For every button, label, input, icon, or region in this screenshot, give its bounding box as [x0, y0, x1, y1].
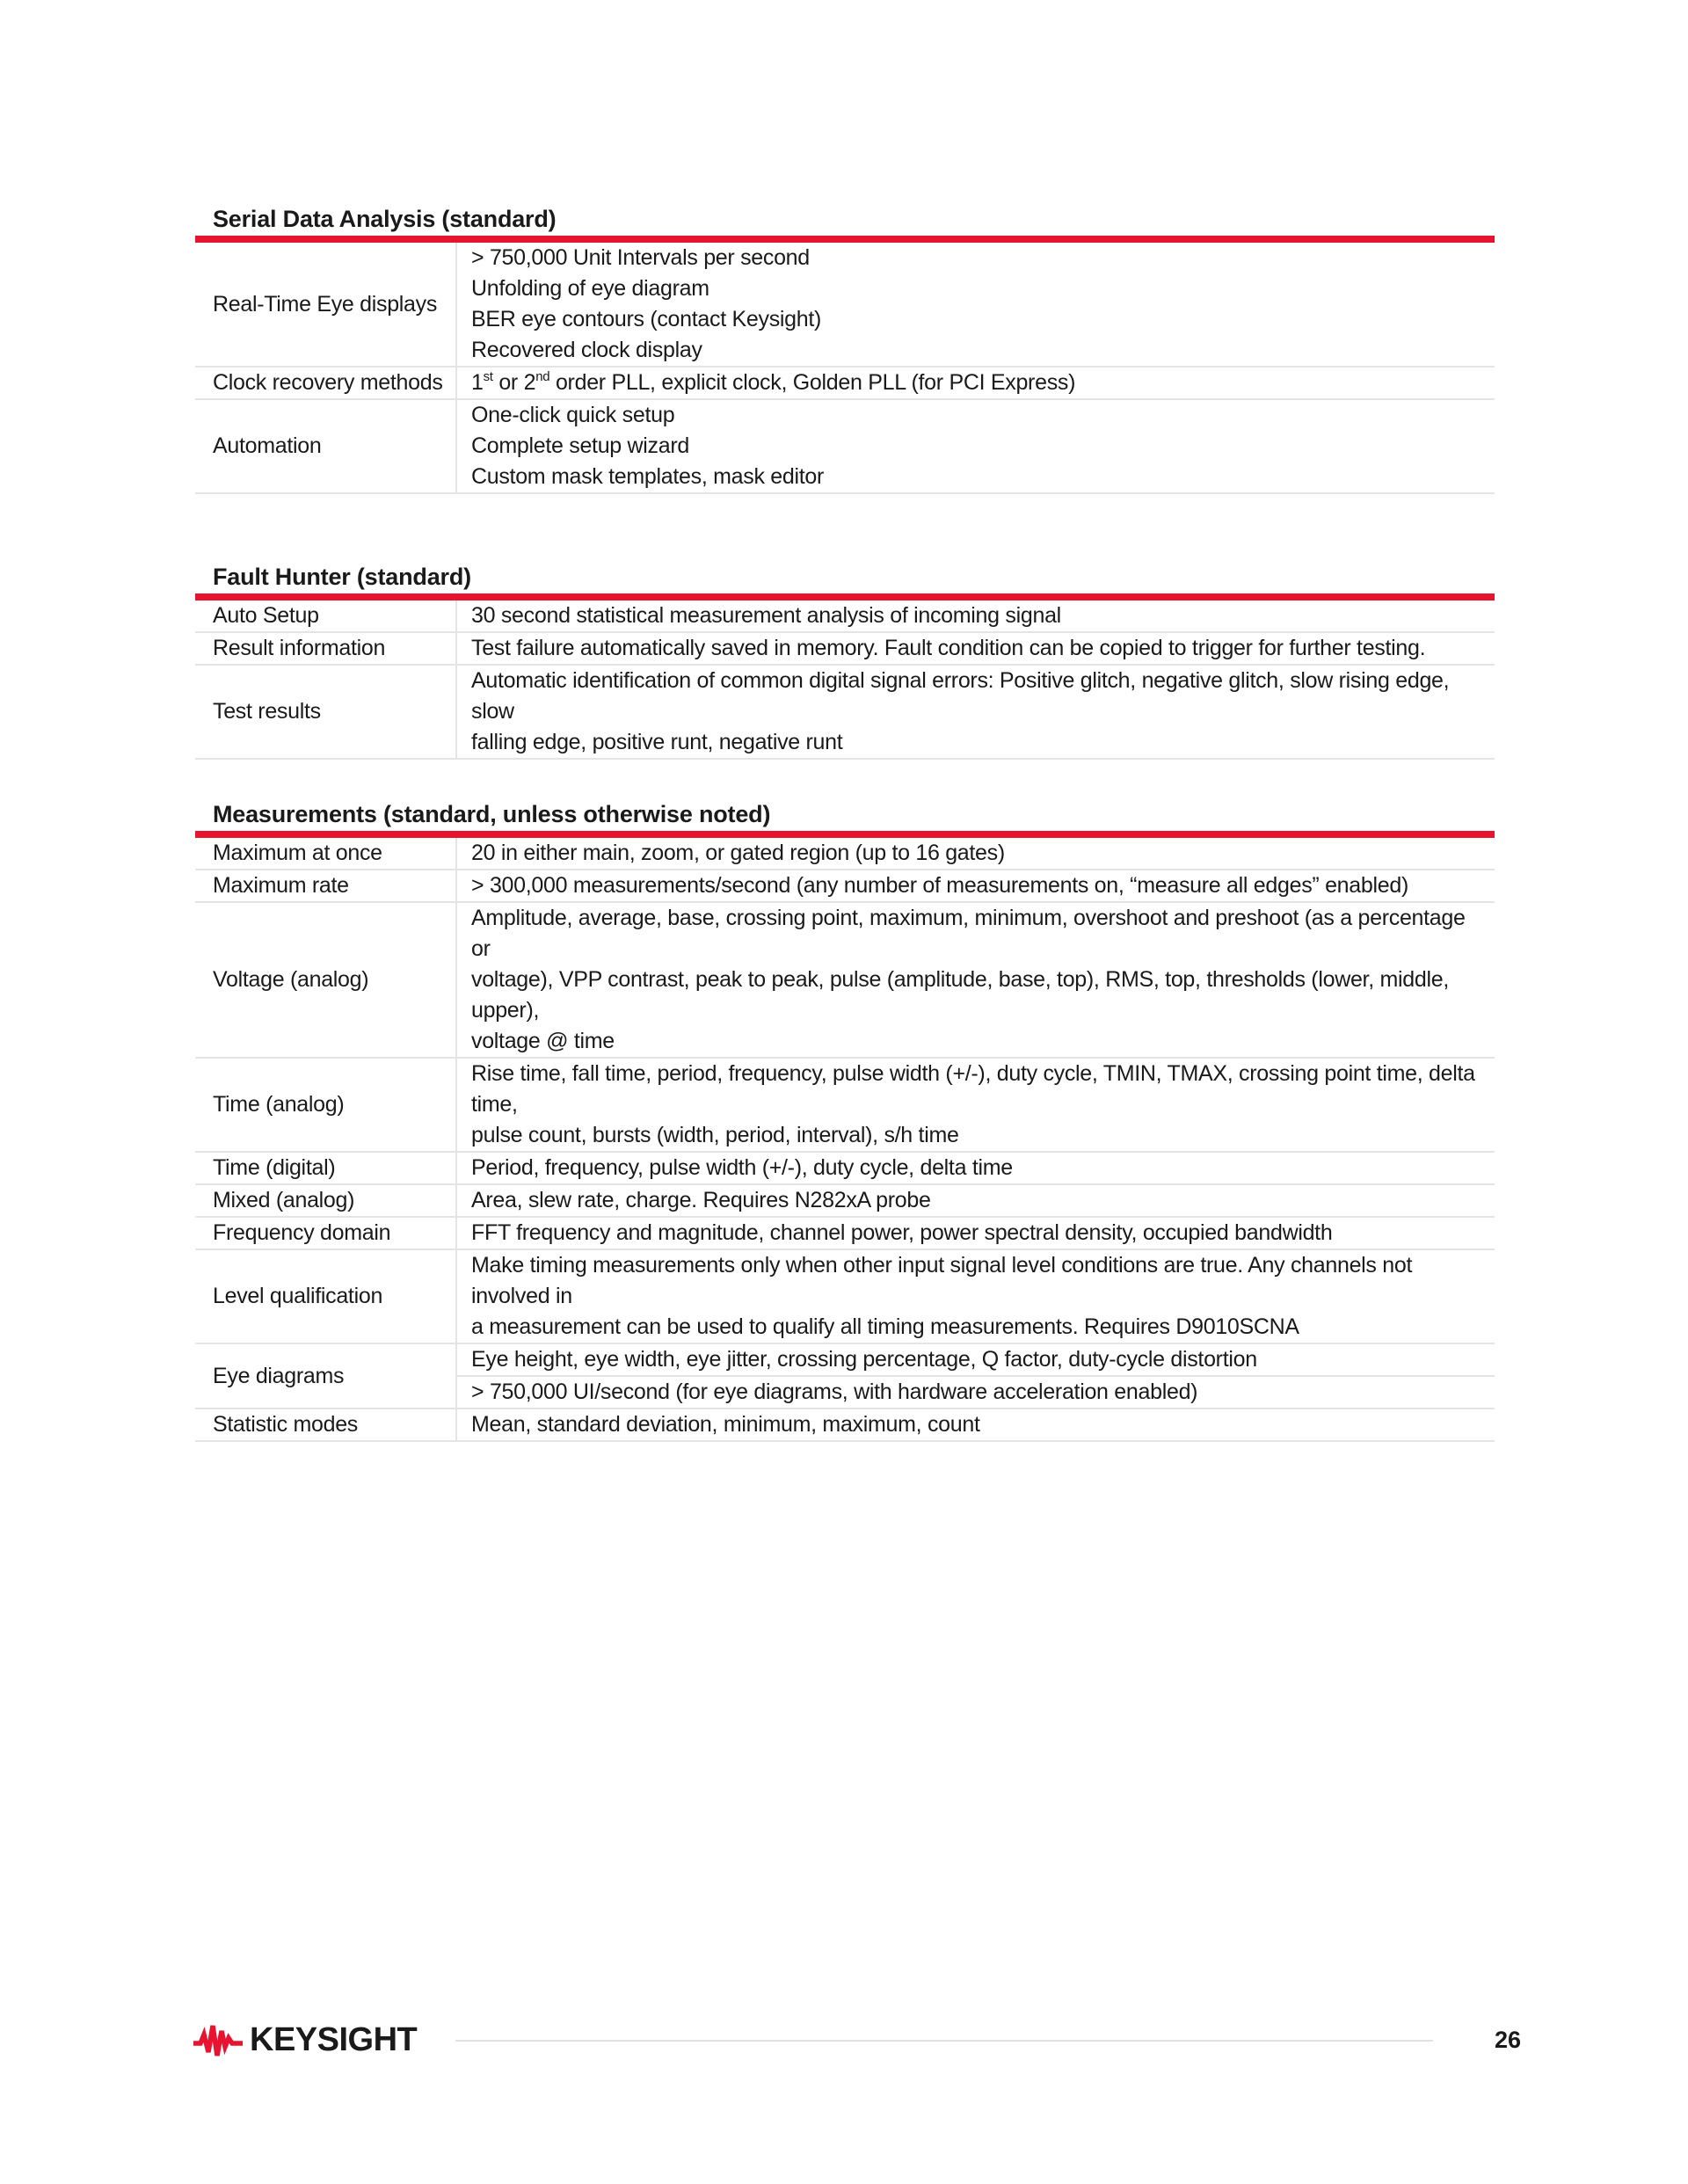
spec-table [195, 838, 1495, 1442]
row-value [456, 665, 1495, 759]
row-label: Eye diagrams [195, 1343, 456, 1409]
value-line: Period, frequency, pulse width (+/-), duty cycle, delta time [471, 1155, 1013, 1180]
table-row [195, 632, 1495, 665]
value-text: order PLL, explicit clock, Golden PLL (for PCI Express) [549, 370, 1076, 395]
value-line: One-click quick setup [471, 403, 675, 427]
row-value [456, 601, 1495, 632]
row-label: Automation [195, 399, 456, 493]
table-row [195, 1152, 1495, 1184]
row-value [456, 1217, 1495, 1249]
value-line: > 750,000 UI/second (for eye diagrams, with hardware acceleration enabled) [471, 1380, 1198, 1404]
value-line: FFT frequency and magnitude, channel power, power spectral density, occupied bandwidth [471, 1220, 1333, 1245]
row-label: Statistic modes [195, 1409, 456, 1441]
row-value [456, 870, 1495, 902]
table-row [195, 399, 1495, 493]
section-measurements [195, 799, 1495, 1442]
value-line: Test failure automatically saved in memory. Fault condition can be copied to trigger for further testing. [471, 636, 1426, 660]
value-line: > 750,000 Unit Intervals per second [471, 245, 810, 270]
row-label: Real-Time Eye displays [195, 243, 456, 367]
row-label: Maximum rate [195, 870, 456, 902]
table-row [195, 665, 1495, 759]
row-label: Maximum at once [195, 838, 456, 870]
table-row [195, 870, 1495, 902]
row-value [456, 243, 1495, 367]
value-line: voltage), VPP contrast, peak to peak, pulse (amplitude, base, top), RMS, top, thresholds (lower, middle, upper), [471, 967, 1449, 1023]
row-label: Result information [195, 632, 456, 665]
row-label: Clock recovery methods [195, 367, 456, 399]
table-row [195, 1184, 1495, 1217]
value-line: pulse count, bursts (width, period, interval), s/h time [471, 1123, 959, 1147]
value-line: > 300,000 measurements/second (any number of measurements on, “measure all edges” enabled) [471, 873, 1408, 898]
row-label: Mixed (analog) [195, 1184, 456, 1217]
row-value [456, 367, 1495, 399]
table-row [195, 902, 1495, 1058]
value-line: Complete setup wizard [471, 433, 689, 458]
value-line: Recovered clock display [471, 338, 702, 362]
table-row [195, 367, 1495, 399]
value-text: 1 [471, 370, 484, 395]
section-title: Measurements (standard, unless otherwise noted) [213, 801, 771, 827]
value-line: Unfolding of eye diagram [471, 276, 709, 301]
section-serial-data-analysis [195, 204, 1495, 494]
logo-wordmark: KEYSIGHT [250, 2020, 418, 2058]
row-value [456, 902, 1495, 1058]
keysight-waveform-icon [192, 2019, 246, 2061]
section-divider [195, 831, 1495, 838]
row-label: Voltage (analog) [195, 902, 456, 1058]
row-label: Auto Setup [195, 601, 456, 632]
page-number: 26 [1494, 2027, 1521, 2053]
ordinal-suffix: st [483, 369, 493, 384]
row-value [456, 1376, 1495, 1409]
value-line: 20 in either main, zoom, or gated region (up to 16 gates) [471, 841, 1005, 865]
row-label: Time (analog) [195, 1058, 456, 1152]
value-line: Automatic identification of common digital signal errors: Positive glitch, negative glitch, slow rising edge, slow [471, 668, 1450, 724]
spec-table [195, 601, 1495, 760]
row-label: Test results [195, 665, 456, 759]
row-label: Level qualification [195, 1249, 456, 1343]
table-row [195, 243, 1495, 367]
row-value [456, 1152, 1495, 1184]
value-line: Make timing measurements only when other input signal level conditions are true. Any channels not involved in [471, 1253, 1413, 1308]
value-line: 30 second statistical measurement analysis of incoming signal [471, 603, 1061, 628]
value-line: Eye height, eye width, eye jitter, crossing percentage, Q factor, duty-cycle distortion [471, 1347, 1257, 1372]
row-value [456, 632, 1495, 665]
row-value [456, 1343, 1495, 1376]
section-title: Fault Hunter (standard) [213, 564, 471, 590]
value-line: Rise time, fall time, period, frequency, pulse width (+/-), duty cycle, TMIN, TMAX, crossing point time, delta time, [471, 1061, 1475, 1117]
section-divider [195, 593, 1495, 601]
table-row [195, 1249, 1495, 1343]
section-title: Serial Data Analysis (standard) [213, 206, 557, 232]
value-line: BER eye contours (contact Keysight) [471, 307, 822, 331]
keysight-logo [192, 2019, 417, 2061]
ordinal-suffix: nd [535, 369, 550, 384]
row-value [456, 399, 1495, 493]
table-row [195, 838, 1495, 870]
value-text: or 2 [492, 370, 536, 395]
row-value [456, 1058, 1495, 1152]
section-fault-hunter [195, 562, 1495, 760]
value-line: a measurement can be used to qualify all timing measurements. Requires D9010SCNA [471, 1314, 1299, 1339]
row-label: Frequency domain [195, 1217, 456, 1249]
value-line: falling edge, positive runt, negative runt [471, 730, 843, 754]
value-line: Amplitude, average, base, crossing point, maximum, minimum, overshoot and preshoot (as a percentage or [471, 906, 1466, 961]
table-row [195, 601, 1495, 632]
table-row [195, 1409, 1495, 1441]
row-value [456, 838, 1495, 870]
page-footer [0, 2013, 1688, 2066]
row-label: Time (digital) [195, 1152, 456, 1184]
value-line: voltage @ time [471, 1029, 615, 1053]
table-row [195, 1217, 1495, 1249]
row-value [456, 1249, 1495, 1343]
table-row [195, 1058, 1495, 1152]
value-line: Area, slew rate, charge. Requires N282xA probe [471, 1188, 931, 1212]
value-line: Mean, standard deviation, minimum, maximum, count [471, 1412, 980, 1437]
row-value [456, 1184, 1495, 1217]
section-divider [195, 236, 1495, 243]
spec-table [195, 243, 1495, 494]
row-value [456, 1409, 1495, 1441]
table-row [195, 1343, 1495, 1376]
value-line: Custom mask templates, mask editor [471, 464, 825, 489]
footer-divider [455, 2040, 1433, 2042]
